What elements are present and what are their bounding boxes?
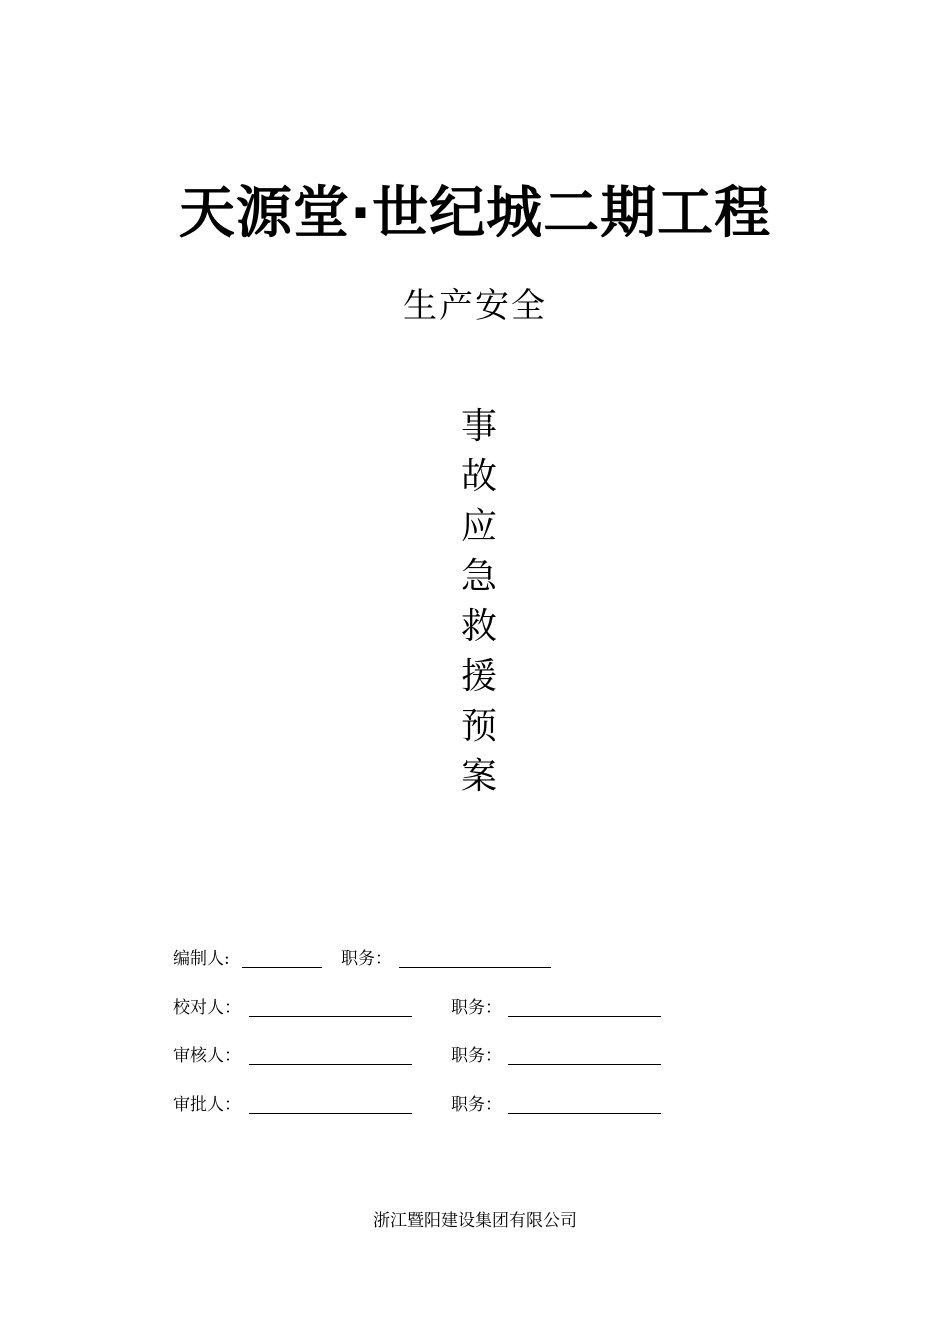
signature-row-compiler — [173, 946, 573, 972]
reviewer-label: 审核人： — [173, 1046, 241, 1066]
title-char: 急 — [460, 556, 497, 597]
proofreader-role-blank-line — [508, 1016, 661, 1017]
title-char: 预 — [460, 706, 497, 747]
signature-row-reviewer — [173, 1043, 673, 1069]
approver-role-label: 职务： — [451, 1095, 502, 1115]
document-subtitle: 生产安全 — [403, 286, 547, 326]
proofreader-blank-line — [249, 1016, 412, 1017]
title-char: 应 — [460, 506, 497, 547]
title-char: 事 — [460, 406, 497, 447]
compiler-role-blank-line — [399, 967, 551, 968]
proofreader-role-label: 职务： — [451, 998, 502, 1018]
compiler-role-label: 职务： — [341, 949, 392, 969]
project-title: 天源堂·世纪城二期工程 — [178, 181, 772, 246]
company-name: 浙江暨阳建设集团有限公司 — [373, 1211, 577, 1231]
title-char: 案 — [460, 756, 497, 797]
proofreader-label: 校对人： — [173, 998, 241, 1018]
compiler-label: 编制人: — [173, 949, 230, 969]
reviewer-role-blank-line — [508, 1064, 661, 1065]
plan-title-vertical — [450, 402, 508, 802]
signature-row-proofreader — [173, 995, 673, 1021]
compiler-blank-line — [242, 967, 322, 968]
title-char: 救 — [460, 606, 497, 647]
approver-label: 审批人： — [173, 1095, 241, 1115]
reviewer-role-label: 职务： — [451, 1046, 502, 1066]
title-char: 故 — [460, 456, 497, 497]
approver-blank-line — [249, 1113, 412, 1114]
title-char: 援 — [460, 656, 497, 697]
approver-role-blank-line — [508, 1113, 661, 1114]
signature-row-approver — [173, 1092, 673, 1118]
reviewer-blank-line — [249, 1064, 412, 1065]
